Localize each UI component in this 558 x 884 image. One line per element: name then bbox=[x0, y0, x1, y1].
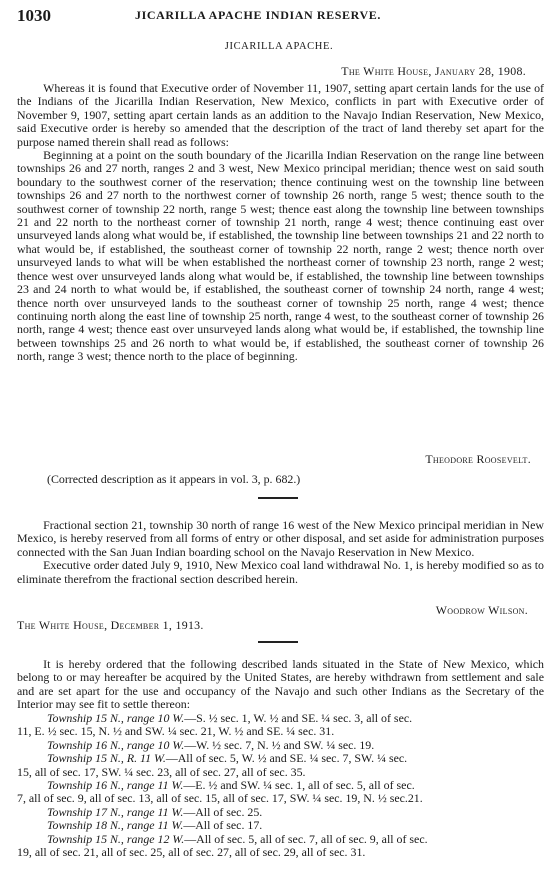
tract-4: Township 16 N., range 11 W.—E. ½ and SW. ¼ sec. 1, all of sec. 5, all of sec. 7, all of sec. 9, all of sec. 13, all of sec. 15, all of sec. 17, SW. ¼ sec. 19, N. ½ sec.21. bbox=[17, 779, 544, 806]
correction-note: (Corrected description as it appears in vol. 3, p. 682.) bbox=[47, 472, 301, 486]
section2-paragraph-1: Fractional section 21, township 30 north of range 16 west of the New Mexico principal meridian in New Mexico, is hereby reserved from all forms of entry or other disposal, and set aside for administration purposes connected with the San Juan Indian boarding school on the Navajo Reservation in New Mexico. bbox=[17, 518, 544, 559]
section2-paragraph-2: Executive order dated July 9, 1910, New Mexico coal land withdrawal No. 1, is hereby modified so as to eliminate therefrom the fractional section described herein. bbox=[17, 558, 544, 586]
tract-1-label: Township 15 N., range 10 W. bbox=[47, 711, 185, 725]
tract-5: Township 17 N., range 11 W.—All of sec. 25. bbox=[47, 804, 263, 819]
tract-3: Township 15 N., R. 11 W.—All of sec. 5, W. ½ and SE. ¼ sec. 7, SW. ¼ sec. 15, all of sec. 17, SW. ¼ sec. 23, all of sec. 27, all of sec. 35. bbox=[17, 752, 544, 779]
tract-4-cont: 7, all of sec. 9, all of sec. 13, all of sec. 15, all of sec. 17, SW. ¼ sec. 19, N. ½ sec.21. bbox=[17, 791, 423, 806]
section1-paragraph-2: Beginning at a point on the south boundary of the Jicarilla Indian Reservation on the range line between townships 26 and 27 north, ranges 2 and 3 west, New Mexico principal meridian; thence west on said south boundary to the southwest corner of the reservation; thence continuing west on the township line between townships 26 and 27 north to the northwest corner of township 26 north, range 5 west; thence south to the southwest corner of township 22 north, range 5 west; thence east along the township line between townships 21 and 22 north to the northeast corner of township 21 north, range 4 west; thence continuing east over unsurveyed lands along what would be, if established, the township line between townships 21 and 22 north to what would be, if established, the southeast corner of township 22 north, range 2 west; thence north over unsurveyed lands to what will be when established the northeast corner of township 23 north, range 2 west; thence west over unsurveyed lands along what would be, if established, the township line between townships 23 and 24 north to what would be, if established, the southeast corner of township 24 north, range 4 west; thence north over unsurveyed lands to the southeast corner of township 25 north, range 4 west; thence continuing north along the east line of township 25 north, range 4 west, to the southeast corner of township 26 north, range 4 west; thence east over unsurveyed lands along what would be, if established, the township line between townships 25 and 26 north to what would be, if established, the southeast corner of township 26 north, range 3 west; thence north to the place of beginning. bbox=[17, 148, 544, 364]
dateline-1908: The White House, January 28, 1908. bbox=[341, 64, 526, 78]
divider-2 bbox=[258, 641, 298, 643]
section3-intro bbox=[17, 658, 544, 712]
tract-6: Township 18 N., range 11 W.—All of sec. 17. bbox=[47, 818, 263, 833]
tract-1: Township 15 N., range 10 W.—S. ½ sec. 1, W. ½ and SE. ¼ sec. 3, all of sec. 11, E. ½ sec. 15, N. ½ and SW. ¼ sec. 21, W. ½ and SE. ¼ sec. 31. bbox=[17, 712, 544, 739]
tract-7-label: Township 15 N., range 12 W. bbox=[47, 831, 185, 846]
tract-3-cont: 15, all of sec. 17, SW. ¼ sec. 23, all of sec. 27, all of sec. 35. bbox=[17, 764, 306, 779]
section1-paragraph-1: Whereas it is found that Executive order of November 11, 1907, setting apart certain lands for the use of the Indians of the Jicarilla Indian Reservation, New Mexico, conflicts in part with Executive order of November 9, 1907, setting apart certain lands as an addition to the Navajo Indian Reservation, New Mexico, said Executive order is hereby so amended that the description of the tract of land thereby set apart for the purpose named therein shall read as follows: bbox=[17, 81, 544, 149]
dateline-1913: The White House, December 1, 1913. bbox=[17, 618, 204, 632]
signature-roosevelt: Theodore Roosevelt. bbox=[425, 452, 531, 466]
section-caption: JICARILLA APACHE. bbox=[224, 41, 334, 52]
section1-body bbox=[17, 82, 544, 364]
tract-4-label: Township 16 N., range 11 W. bbox=[47, 778, 184, 793]
divider-1 bbox=[258, 497, 298, 499]
tract-3-label: Township 15 N., R. 11 W. bbox=[47, 751, 166, 766]
section3-intro-text: It is hereby ordered that the following described lands situated in the State of New Mexico, which belong to or may hereafter be acquired by the United States, are hereby withdrawn from settlement and sale and are set apart for the use and occupancy of the Navajo and such other Indians as the Secretary of the Interior may see fit to settle thereon: bbox=[17, 657, 544, 712]
tract-7: Township 15 N., range 12 W.—All of sec. 5, all of sec. 7, all of sec. 9, all of sec. 19, all of sec. 21, all of sec. 25, all of sec. 27, all of sec. 29, all of sec. 31. bbox=[17, 833, 544, 860]
running-title: JICARILLA APACHE INDIAN RESERVE. bbox=[135, 8, 381, 22]
page-header bbox=[17, 6, 547, 26]
section2-body bbox=[17, 519, 544, 586]
tract-2-label: Township 16 N., range 10 W. bbox=[47, 737, 185, 752]
tract-1-cont: 11, E. ½ sec. 15, N. ½ and SW. ¼ sec. 21, W. ½ and SE. ¼ sec. 31. bbox=[17, 724, 335, 739]
tract-list bbox=[17, 712, 544, 859]
tract-6-label: Township 18 N., range 11 W. bbox=[47, 818, 184, 833]
page-number: 1030 bbox=[17, 6, 51, 25]
tract-5-label: Township 17 N., range 11 W. bbox=[47, 804, 184, 819]
signature-wilson: Woodrow Wilson. bbox=[435, 603, 528, 617]
tract-2: Township 16 N., range 10 W.—W. ½ sec. 7, N. ½ and SW. ¼ sec. 19. bbox=[47, 737, 375, 752]
tract-7-cont: 19, all of sec. 21, all of sec. 25, all of sec. 27, all of sec. 29, all of sec. 31. bbox=[17, 845, 366, 860]
dateline-1913-wrap bbox=[17, 619, 204, 632]
